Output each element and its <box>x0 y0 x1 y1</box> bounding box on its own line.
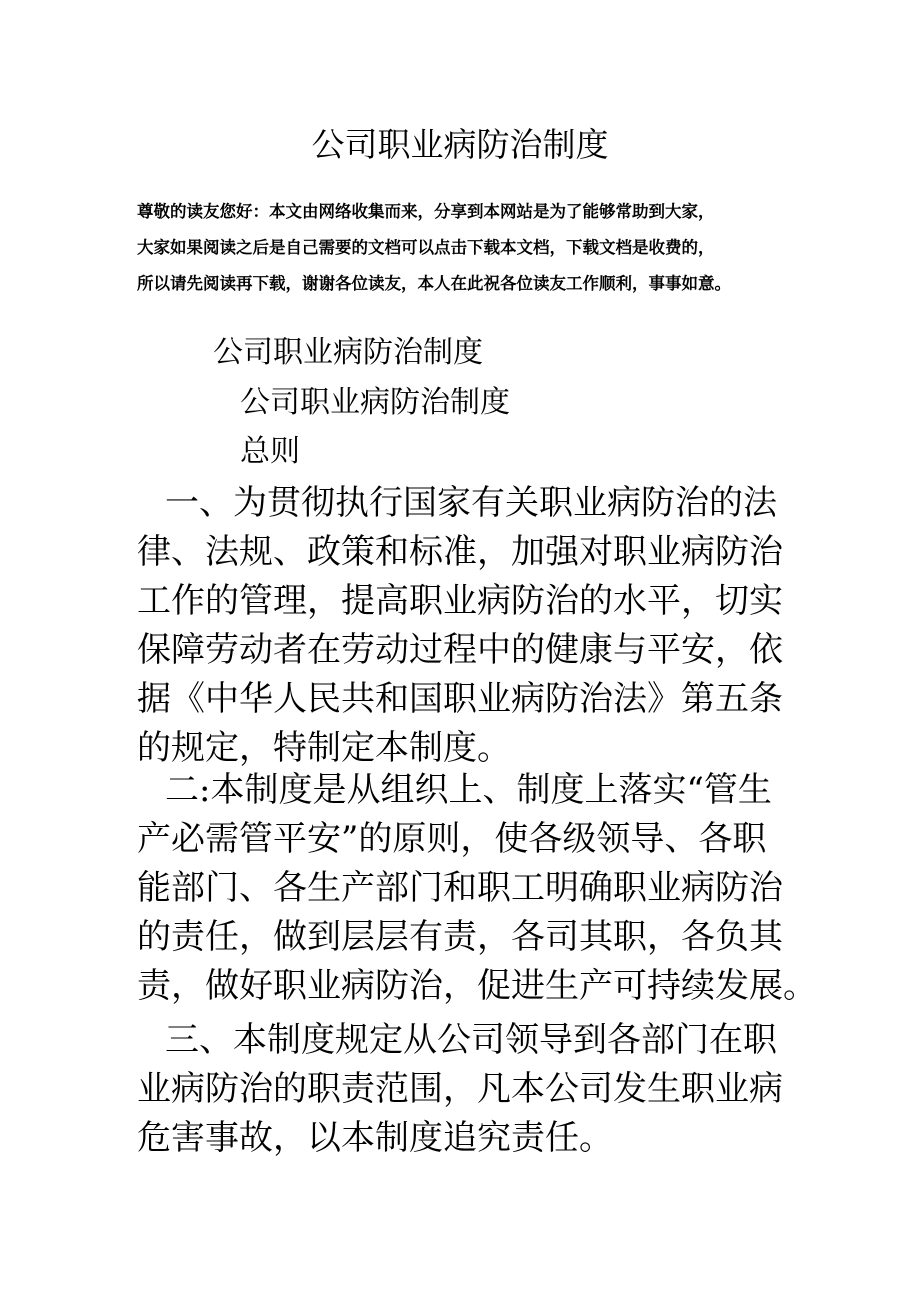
paragraph-article-1 <box>137 479 817 773</box>
general-provisions-heading: 总则 <box>240 434 300 469</box>
notice-line: 所以请先阅读再下载，谢谢各位读友，本人在此祝各位读友工作顺利，事事如意。 <box>137 274 731 293</box>
notice-line: 尊敬的读友您好：本文由网络收集而来，分享到本网站是为了能够常助到大家， <box>137 202 715 221</box>
paragraph-line: 二:本制度是从组织上、制度上落实“管生 <box>165 770 772 810</box>
paragraph-article-3 <box>137 1016 817 1163</box>
notice-line: 大家如果阅读之后是自己需要的文档可以点击下载本文档，下载文档是收费的， <box>137 238 715 257</box>
paragraph-line: 据《中华人民共和国职业病防治法》第五条 <box>137 679 783 719</box>
section-heading-main: 公司职业病防治制度 <box>213 335 483 370</box>
paragraph-line: 一、为贯彻执行国家有关职业病防治的法 <box>165 483 777 523</box>
document-title: 公司职业病防治制度 <box>311 125 609 164</box>
reader-notice <box>137 194 797 302</box>
paragraph-line: 业病防治的职责范围，凡本公司发生职业病 <box>137 1069 783 1109</box>
paragraph-line: 保障劳动者在劳动过程中的健康与平安，依 <box>137 630 783 670</box>
paragraph-line: 危害事故，以本制度追究责任。 <box>137 1118 613 1158</box>
paragraph-line: 工作的管理，提高职业病防治的水平，切实 <box>137 581 783 621</box>
paragraph-line: 三、本制度规定从公司领导到各部门在职 <box>165 1020 777 1060</box>
paragraph-line: 律、法规、政策和标准，加强对职业病防治 <box>137 532 783 572</box>
paragraph-article-2 <box>137 766 817 1011</box>
paragraph-line: 能部门、各生产部门和职工明确职业病防治 <box>137 868 783 908</box>
section-heading-sub: 公司职业病防治制度 <box>240 385 510 420</box>
paragraph-line: 的责任，做到层层有责，各司其职，各负其 <box>137 917 783 957</box>
paragraph-line: 责，做好职业病防治，促进生产可持续发展。 <box>137 966 817 1006</box>
paragraph-line: 的规定，特制定本制度。 <box>137 728 511 768</box>
paragraph-line: 产必需管平安”的原则，使各级领导、各职 <box>137 819 767 859</box>
